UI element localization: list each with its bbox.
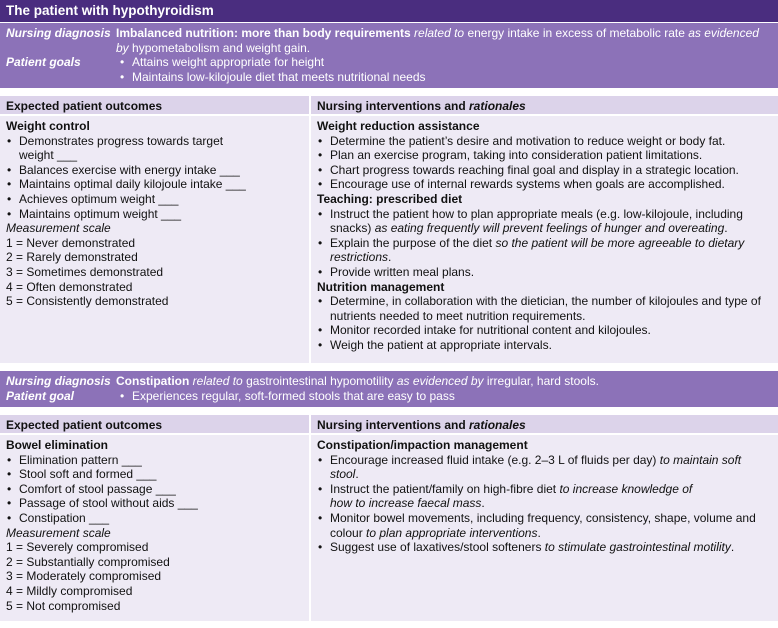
related-to: related to <box>414 26 465 40</box>
outcome-title: Weight control <box>6 119 90 133</box>
rationale: to maintain soft stool <box>330 452 742 482</box>
scale-item: 3 = Moderately compromised <box>6 569 162 584</box>
text: Suggest use of laxatives/stool softeners <box>330 540 545 555</box>
intervention-item <box>317 540 772 555</box>
divider <box>0 363 778 371</box>
scale-item: 2 = Substantially compromised <box>6 554 170 569</box>
diagnosis-label: Nursing diagnosis <box>6 374 111 388</box>
intervention-item: • Weigh the patient at appropriate intervals. <box>317 338 772 353</box>
related-text: energy intake in excess of metabolic rate <box>467 26 685 40</box>
outcome-item: • Comfort of stool passage ___ <box>6 482 303 497</box>
text: Monitor bowel movements, including frequency, consistency, shape, volume and colour <box>330 510 756 540</box>
intervention-item <box>317 453 772 482</box>
intervention-item <box>317 511 772 540</box>
outcome-item: • Passage of stool without aids ___ <box>6 496 303 511</box>
table-header-2 <box>0 415 778 435</box>
rationale: to stimulate gastrointestinal motility <box>544 540 731 555</box>
evidenced-text: irregular, hard stools. <box>486 374 599 388</box>
text: Explain the purpose of the diet <box>330 235 496 250</box>
scale-title: Measurement scale <box>6 525 111 540</box>
table-body-1 <box>0 116 778 363</box>
scale-item: 1 = Never demonstrated <box>6 235 136 250</box>
rationale: to plan appropriate interventions <box>366 525 538 540</box>
intervention-item: • Determine the patient’s desire and motivation to reduce weight or body fat. <box>317 134 772 149</box>
goals-list <box>116 389 772 404</box>
text: Encourage increased fluid intake (e.g. 2–3 L of fluids per day) <box>330 452 660 467</box>
scale-item: 5 = Not compromised <box>6 598 121 613</box>
goals-row <box>6 389 772 404</box>
evidenced-by: as evidenced by <box>396 374 484 388</box>
intervention-title: Nutrition management <box>317 279 445 294</box>
outcome-item: • Balances exercise with energy intake ___ <box>6 163 303 178</box>
divider <box>0 407 778 415</box>
outcome-item: • Constipation ___ <box>6 511 303 526</box>
diagnosis-row <box>6 374 772 389</box>
diagnosis-text <box>116 374 772 389</box>
header-text: Nursing interventions and <box>317 99 470 113</box>
outcome-item: • Elimination pattern ___ <box>6 453 303 468</box>
intervention-title: Weight reduction assistance <box>317 119 480 133</box>
diagnosis-text <box>116 26 772 55</box>
table-body-2 <box>0 435 778 621</box>
intervention-item <box>317 482 710 511</box>
evidenced-text: hypometabolism and weight gain. <box>132 40 311 55</box>
text: . <box>537 525 541 540</box>
intervention-item: • Determine, in collaboration with the dietician, the number of kilojoules and type of nutrients needed to meet nutrition requirements. <box>317 294 772 323</box>
goals-label: Patient goal <box>6 388 75 403</box>
interventions-column <box>311 435 778 621</box>
intervention-item: • Chart progress towards reaching final goal and display in a strategic location. <box>317 163 772 178</box>
header-rationales: rationales <box>469 99 526 113</box>
goals-row <box>6 55 772 84</box>
goals-list <box>116 55 772 84</box>
page-title: The patient with hypothyroidism <box>0 0 778 23</box>
intervention-item: • Plan an exercise program, taking into consideration patient limitations. <box>317 148 772 163</box>
scale-item: 2 = Rarely demonstrated <box>6 250 138 265</box>
outcome-item: • Demonstrates progress towards target weight ___ <box>6 134 239 163</box>
related-text: gastrointestinal hypomotility <box>246 374 394 388</box>
intervention-title: Teaching: prescribed diet <box>317 191 463 206</box>
table-header-1 <box>0 96 778 116</box>
intervention-item: • Provide written meal plans. <box>317 265 772 280</box>
text: . <box>481 496 485 511</box>
goals-label: Patient goals <box>6 55 81 69</box>
diagnosis-panel-2 <box>0 371 778 407</box>
text: . <box>388 250 392 265</box>
intervention-title: Constipation/impaction management <box>317 438 528 452</box>
rationale: as eating frequently will prevent feelings of hunger and overeating <box>374 221 725 236</box>
outcomes-header: Expected patient outcomes <box>0 415 311 435</box>
scale-item: 1 = Severely compromised <box>6 540 149 555</box>
text: Instruct the patient how to plan appropriate meals (e.g. low-kilojoule, including snacks) <box>330 206 743 236</box>
intervention-item <box>317 236 772 265</box>
scale-item: 4 = Mildly compromised <box>6 583 133 598</box>
rationale: to increase knowledge of how to increase faecal mass <box>330 481 693 511</box>
outcomes-column <box>0 435 311 621</box>
outcome-item: • Achieves optimum weight ___ <box>6 192 303 207</box>
outcome-item: • Maintains optimum weight ___ <box>6 207 303 222</box>
goal-item: • Experiences regular, soft-formed stools that are easy to pass <box>116 389 772 404</box>
scale-title: Measurement scale <box>6 221 111 236</box>
evidenced-by: as evidenced by <box>116 26 759 55</box>
related-to: related to <box>192 374 243 388</box>
outcomes-header: Expected patient outcomes <box>0 96 311 116</box>
intervention-item: • Encourage use of internal rewards systems when goals are accomplished. <box>317 177 772 192</box>
scale-item: 3 = Sometimes demonstrated <box>6 264 164 279</box>
outcome-item: • Stool soft and formed ___ <box>6 467 303 482</box>
outcome-item: • Maintains optimal daily kilojoule intake ___ <box>6 177 303 192</box>
rationale: so the patient will be more agreeable to dietary restrictions <box>330 235 745 265</box>
diagnosis-label: Nursing diagnosis <box>6 26 111 40</box>
intervention-item: • Monitor recorded intake for nutritional content and kilojoules. <box>317 323 772 338</box>
scale-item: 4 = Often demonstrated <box>6 279 133 294</box>
scale-item: 5 = Consistently demonstrated <box>6 294 169 309</box>
diagnosis-main: Imbalanced nutrition: more than body requirements <box>116 26 411 40</box>
goal-item: • Maintains low-kilojoule diet that meets nutritional needs <box>116 70 772 85</box>
text: . <box>355 467 359 482</box>
text: . <box>724 221 728 236</box>
diagnosis-row <box>6 26 772 55</box>
interventions-column <box>311 116 778 363</box>
header-text: Nursing interventions and <box>317 418 470 432</box>
header-rationales: rationales <box>469 418 526 432</box>
text: . <box>730 540 735 555</box>
outcome-title: Bowel elimination <box>6 438 109 452</box>
interventions-header <box>311 415 778 435</box>
intervention-item <box>317 207 772 236</box>
diagnosis-panel-1 <box>0 23 778 88</box>
divider <box>0 88 778 96</box>
text: Instruct the patient/family on high-fibre diet <box>330 481 560 496</box>
goal-item: • Attains weight appropriate for height <box>116 55 772 70</box>
diagnosis-main: Constipation <box>116 374 190 388</box>
interventions-header <box>311 96 778 116</box>
outcomes-column <box>0 116 311 363</box>
